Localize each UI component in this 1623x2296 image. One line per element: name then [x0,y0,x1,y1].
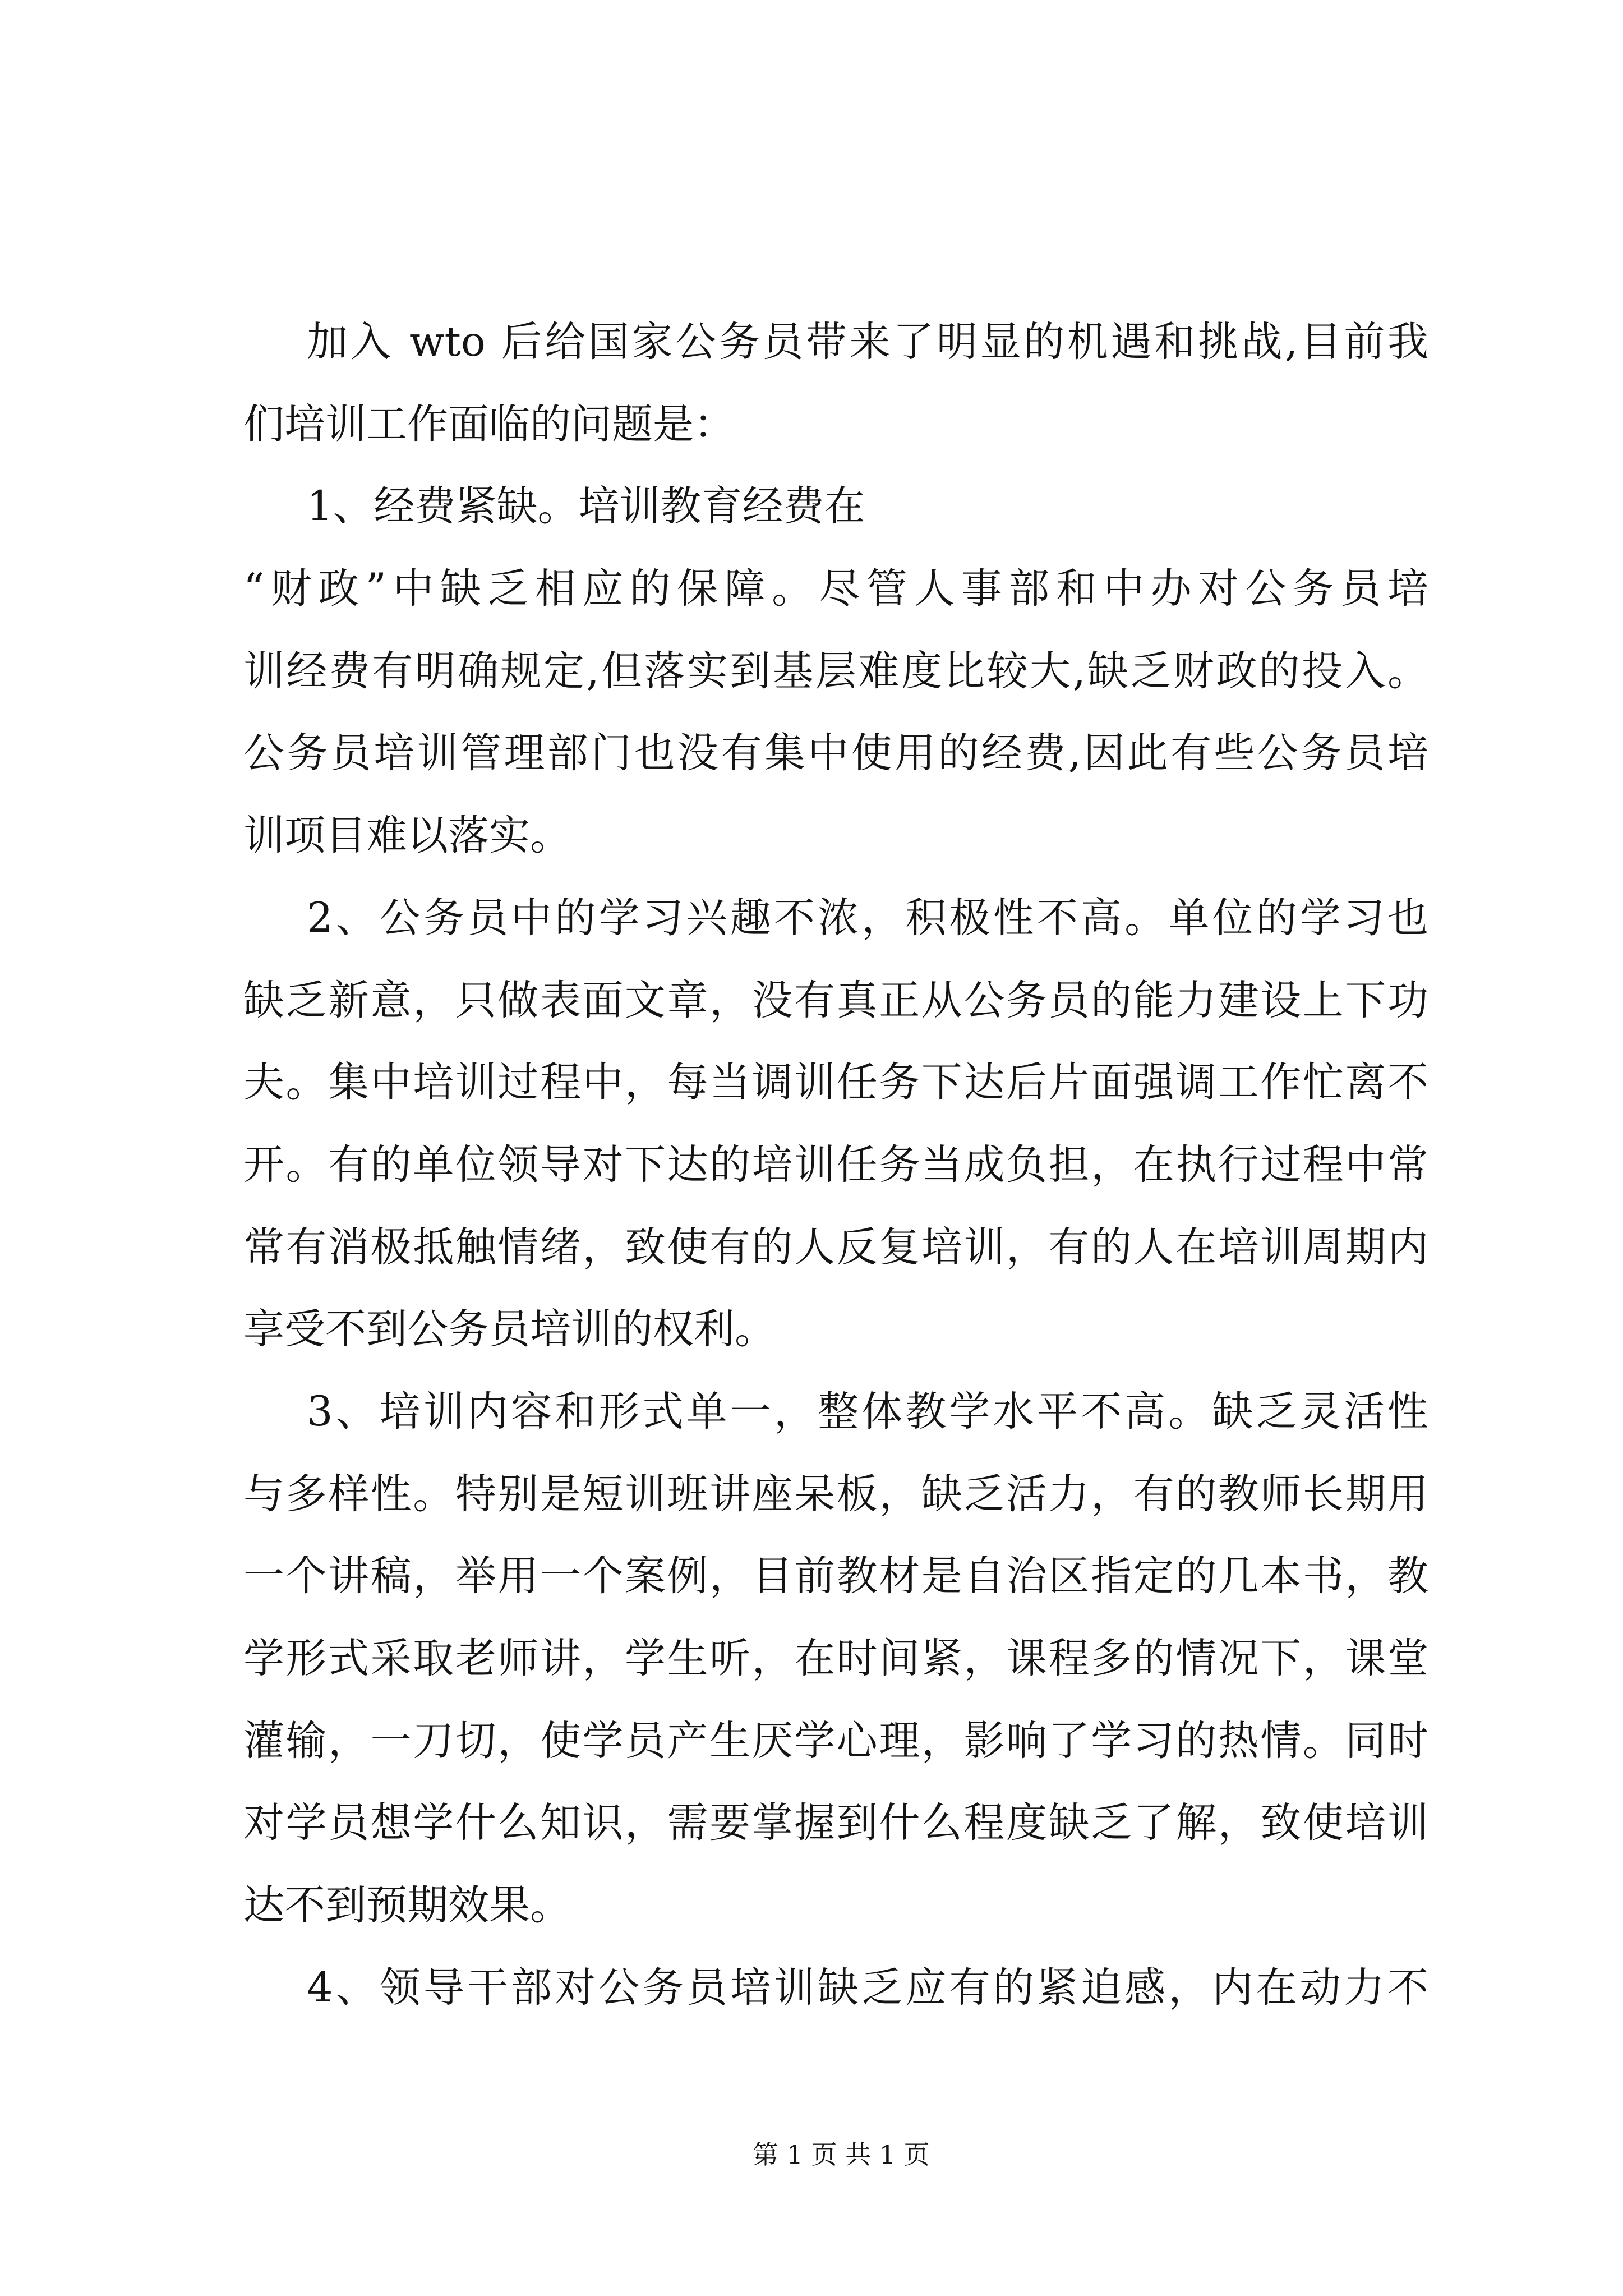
text-line: “财政”中缺乏相应的保障。尽管人事部和中办对公务员培 [243,565,1428,613]
text-line: 们培训工作面临的问题是： [243,400,735,448]
text-line: 公务员培训管理部门也没有集中使用的经费,因此有些公务员培 [243,729,1428,777]
paragraph-item-3 [243,1371,1428,1947]
text-line: 1、经费紧缺。培训教育经费在 [307,482,865,531]
text-line: 3、培训内容和形式单一，整体教学水平不高。缺乏灵活性 [307,1387,1428,1435]
text-line: 达不到预期效果。 [243,1881,571,1930]
text-line: 4、领导干部对公务员培训缺乏应有的紧迫感，内在动力不 [307,1963,1428,2012]
text-line: 训经费有明确规定,但落实到基层难度比较大,缺乏财政的投入。 [243,647,1428,695]
text-line: 2、公务员中的学习兴趣不浓，积极性不高。单位的学习也 [307,894,1428,942]
text-line: 一个讲稿，举用一个案例，目前教材是自治区指定的几本书，教 [243,1552,1428,1600]
text-line: 学形式采取老师讲，学生听，在时间紧，课程多的情况下，课堂 [243,1635,1428,1682]
paragraph-item-1-body [243,548,1428,877]
text-line: 训项目难以落实。 [243,812,571,860]
text-line: 加入 wto 后给国家公务员带来了明显的机遇和挑战,目前我 [307,318,1428,366]
page-footer: 第 1 页 共 1 页 [753,2139,930,2170]
text-line: 开。有的单位领导对下达的培训任务当成负担，在执行过程中常 [243,1140,1428,1189]
text-line: 灌输，一刀切，使学员产生厌学心理，影响了学习的热情。同时 [243,1717,1428,1765]
paragraph-item-2 [243,877,1428,1371]
text-line: 享受不到公务员培训的权利。 [243,1305,776,1354]
paragraph-intro [243,301,1428,466]
text-line: 缺乏新意，只做表面文章，没有真正从公务员的能力建设上下功 [243,976,1428,1024]
paragraph-item-4 [243,1947,1428,2030]
text-line: 与多样性。特别是短训班讲座呆板，缺乏活力，有的教师长期用 [243,1470,1428,1518]
document-body [243,301,1428,2029]
text-line: 常有消极抵触情绪，致使有的人反复培训，有的人在培训周期内 [243,1223,1428,1271]
text-line: 夫。集中培训过程中，每当调训任务下达后片面强调工作忙离不 [243,1059,1428,1107]
paragraph-item-1-heading [243,466,1428,548]
text-line: 对学员想学什么知识，需要掌握到什么程度缺乏了解，致使培训 [243,1799,1428,1847]
